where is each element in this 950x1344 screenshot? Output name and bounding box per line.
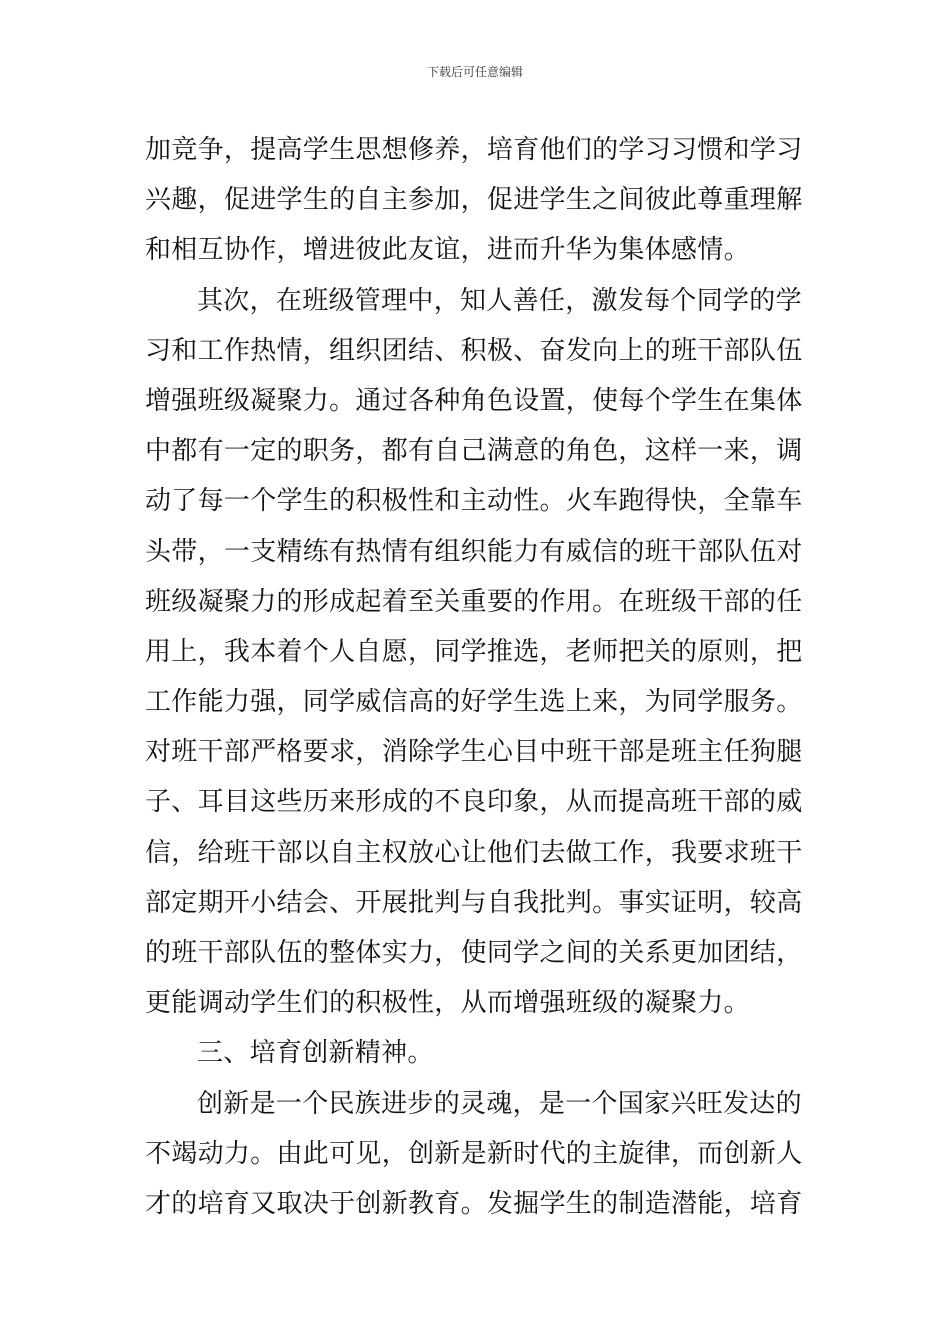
text-line: 兴趣，促进学生的自主参加，促进学生之间彼此尊重理解 [145, 185, 803, 216]
paragraph-first-line: 其次，在班级管理中，知人善任，激发每个同学的学 [197, 285, 802, 316]
text-line: 对班干部严格要求，消除学生心目中班干部是班主任狗腿 [145, 737, 803, 768]
text-line: 才的培育又取决于创新教育。发掘学生的制造潜能，培育 [145, 1188, 803, 1219]
text-line: 用上，我本着个人自愿，同学推选，老师把关的原则，把 [145, 636, 803, 667]
text-line: 部定期开小结会、开展批判与自我批判。事实证明，较高 [145, 887, 803, 918]
text-line: 信，给班干部以自主权放心让他们去做工作，我要求班干 [145, 837, 803, 868]
text-line: 更能调动学生们的积极性，从而增强班级的凝聚力。 [145, 988, 750, 1019]
text-line: 习和工作热情，组织团结、积极、奋发向上的班干部队伍 [145, 335, 803, 366]
text-line: 子、耳目这些历来形成的不良印象，从而提高班干部的威 [145, 787, 803, 818]
text-line: 中都有一定的职务，都有自己满意的角色，这样一来，调 [145, 436, 803, 467]
text-line: 工作能力强，同学威信高的好学生选上来，为同学服务。 [145, 687, 803, 718]
page-header: 下载后可任意编辑 [426, 65, 523, 79]
document-body [145, 125, 810, 1229]
text-line: 动了每一个学生的积极性和主动性。火车跑得快，全靠车 [145, 486, 803, 517]
paragraph-first-line: 创新是一个民族进步的灵魂，是一个国家兴旺发达的 [197, 1088, 802, 1119]
text-line: 头带，一支精练有热情有组织能力有威信的班干部队伍对 [145, 536, 803, 567]
text-line: 和相互协作，增进彼此友谊，进而升华为集体感情。 [145, 235, 750, 266]
text-line: 班级凝聚力的形成起着至关重要的作用。在班级干部的任 [145, 586, 803, 617]
text-line: 不竭动力。由此可见，创新是新时代的主旋律，而创新人 [145, 1138, 803, 1169]
text-line: 的班干部队伍的整体实力，使同学之间的关系更加团结， [145, 938, 803, 968]
text-line: 增强班级凝聚力。通过各种角色设置，使每个学生在集体 [145, 385, 803, 416]
section-heading: 三、培育创新精神。 [197, 1038, 434, 1069]
text-line: 加竞争，提高学生思想修养，培育他们的学习习惯和学习 [145, 135, 803, 165]
